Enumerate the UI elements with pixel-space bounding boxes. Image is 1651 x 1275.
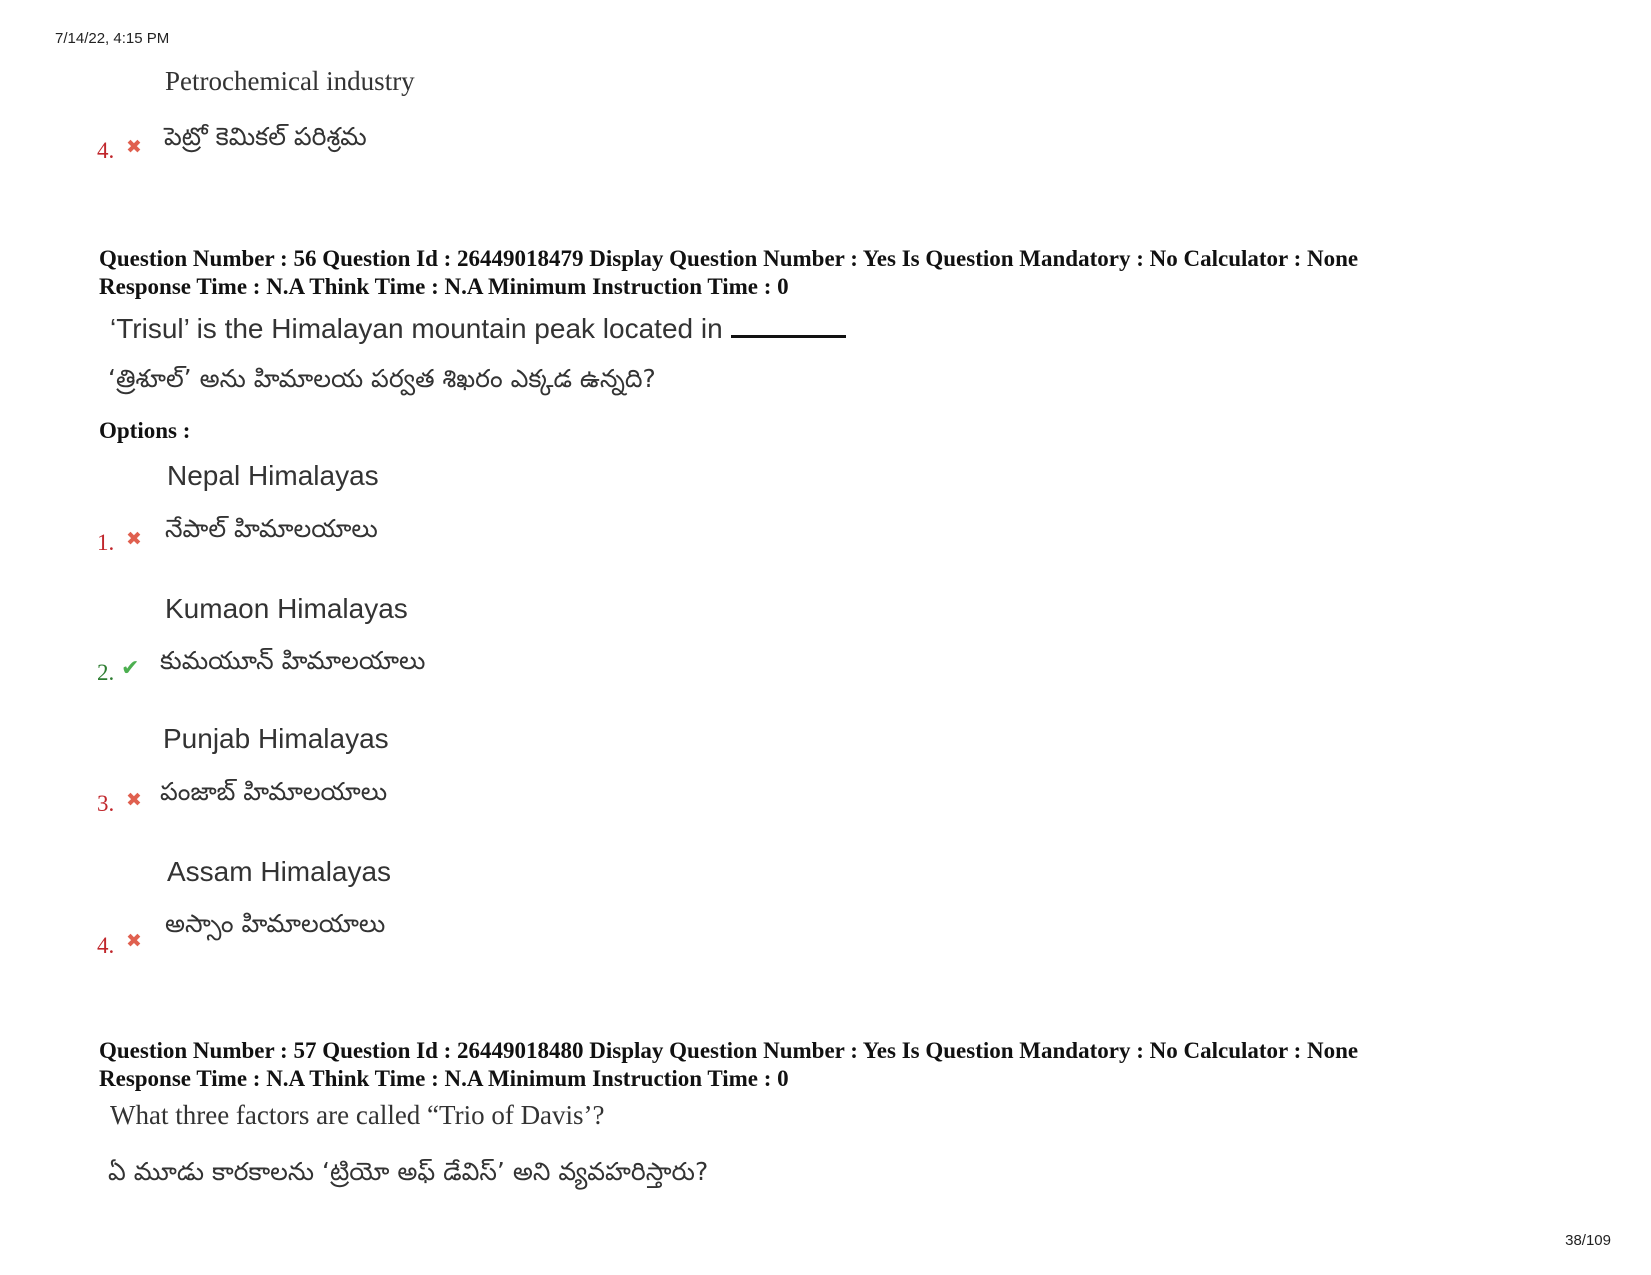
answer-blank xyxy=(731,315,846,338)
page-number: 38/109 xyxy=(1565,1232,1611,1249)
question-meta: Question Number : 56 Question Id : 26449018479 Display Question Number : Yes Is Question Mandatory : No Calculator : None xyxy=(99,246,1359,271)
option-telugu: పెట్రో కెమికల్ పరిశ్రమ xyxy=(164,122,367,151)
option-telugu: కుమయూన్ హిమాలయాలు xyxy=(160,646,426,675)
option-english: Nepal Himalayas xyxy=(167,460,379,491)
question-meta-times: Response Time : N.A Think Time : N.A Minimum Instruction Time : 0 xyxy=(99,274,789,299)
question-telugu: ఏ మూడు కారకాలను ‘ట్రియో అఫ్ డేవిస్’ అని వ్యవహరిస్తారు? xyxy=(108,1157,709,1186)
question-english: What three factors are called “Trio of Davis’? xyxy=(110,1100,605,1130)
cross-icon: ✖ xyxy=(126,789,142,811)
option-telugu: నేపాల్ హిమాలయాలు xyxy=(165,514,378,543)
option-number: 2. xyxy=(97,660,115,685)
cross-icon: ✖ xyxy=(126,528,142,550)
option-telugu: పంజాబ్ హిమాలయాలు xyxy=(160,777,388,806)
print-date: 7/14/22, 4:15 PM xyxy=(55,30,170,47)
option-english: Petrochemical industry xyxy=(165,66,415,96)
option-number: 3. xyxy=(97,791,115,816)
options-label: Options : xyxy=(99,418,191,443)
option-number: 4. xyxy=(97,138,115,163)
question-telugu: ‘త్రిశూల్’ అను హిమాలయ పర్వత శిఖరం ఎక్కడ ఉన్నది? xyxy=(108,364,656,393)
question-text-english xyxy=(110,313,846,345)
option-english: Assam Himalayas xyxy=(167,856,392,887)
option-telugu: అస్సాం హిమాలయాలు xyxy=(165,909,386,938)
option-english: Kumaon Himalayas xyxy=(165,593,408,624)
cross-icon: ✖ xyxy=(126,930,142,952)
option-english: Punjab Himalayas xyxy=(163,723,389,754)
option-number: 1. xyxy=(97,530,115,555)
cross-icon: ✖ xyxy=(126,136,142,158)
check-icon: ✔ xyxy=(121,656,140,681)
question-meta: Question Number : 57 Question Id : 26449018480 Display Question Number : Yes Is Question Mandatory : No Calculator : None xyxy=(99,1038,1359,1063)
option-number: 4. xyxy=(97,933,115,958)
question-meta-times: Response Time : N.A Think Time : N.A Minimum Instruction Time : 0 xyxy=(99,1066,789,1091)
question-english: ‘Trisul’ is the Himalayan mountain peak located in xyxy=(110,313,723,344)
